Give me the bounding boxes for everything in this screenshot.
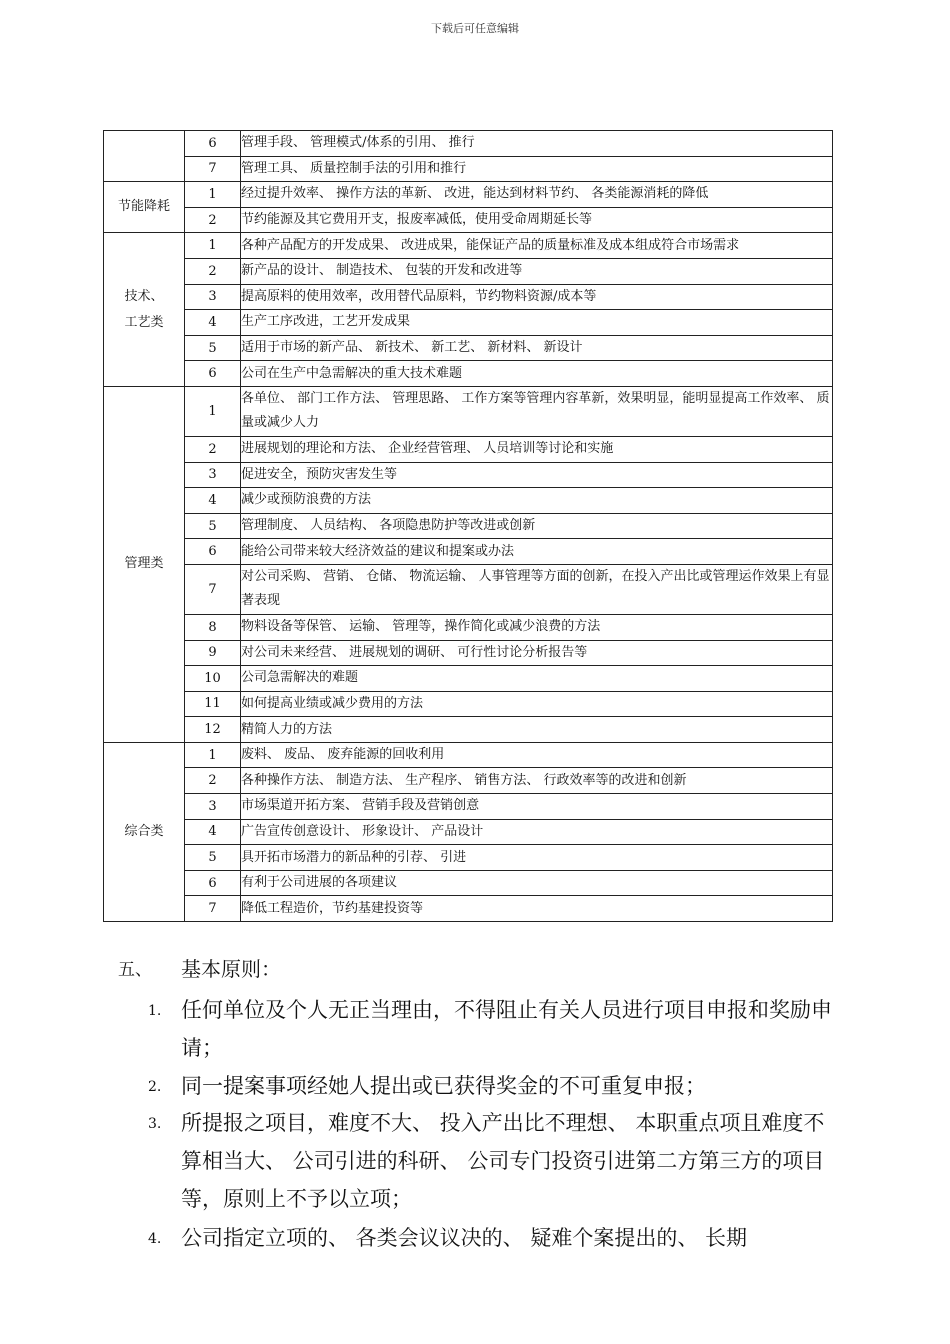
item-number-cell: 8 — [185, 614, 241, 640]
table-row — [104, 436, 833, 462]
item-number-cell: 7 — [185, 896, 241, 922]
table-row — [104, 182, 833, 208]
item-number-cell: 6 — [185, 870, 241, 896]
item-description-cell: 各种产品配方的开发成果、 改进成果，能保证产品的质量标准及成本组成符合市场需求 — [241, 233, 833, 259]
table-row — [104, 794, 833, 820]
item-number-cell: 2 — [185, 258, 241, 284]
table-row — [104, 768, 833, 794]
rule-item — [148, 991, 848, 1067]
item-description-cell: 对公司未来经营、 进展规划的调研、 可行性讨论分析报告等 — [241, 640, 833, 666]
rule-number: 2. — [148, 1079, 162, 1095]
item-number-cell: 4 — [185, 819, 241, 845]
table-row — [104, 386, 833, 436]
item-number-cell: 7 — [185, 564, 241, 614]
item-description-cell: 管理工具、 质量控制手法的引用和推行 — [241, 156, 833, 182]
rule-item — [148, 1219, 848, 1257]
item-number-cell: 1 — [185, 182, 241, 208]
item-number-cell: 2 — [185, 768, 241, 794]
item-number-cell: 6 — [185, 539, 241, 565]
item-description-cell: 废料、 废品、 废弃能源的回收利用 — [241, 742, 833, 768]
item-description-cell: 有利于公司进展的各项建议 — [241, 870, 833, 896]
table-row — [104, 845, 833, 871]
table-row — [104, 513, 833, 539]
item-number-cell: 7 — [185, 156, 241, 182]
item-description-cell: 经过提升效率、 操作方法的革新、 改进，能达到材料节约、 各类能源消耗的降低 — [241, 182, 833, 208]
table-row — [104, 310, 833, 336]
item-description-cell: 降低工程造价，节约基建投资等 — [241, 896, 833, 922]
item-number-cell: 11 — [185, 691, 241, 717]
table-row — [104, 666, 833, 692]
item-description-cell: 对公司采购、 营销、 仓储、 物流运输、 人事管理等方面的创新，在投入产出比或管理运作效果上有显著表现 — [241, 564, 833, 614]
table-row — [104, 207, 833, 233]
item-number-cell: 4 — [185, 310, 241, 336]
rule-text: 同一提案事项经她人提出或已获得奖金的不可重复申报； — [181, 1074, 706, 1098]
table-row — [104, 335, 833, 361]
item-description-cell: 管理手段、 管理模式/体系的引用、 推行 — [241, 131, 833, 157]
table-row — [104, 361, 833, 387]
item-description-cell: 精简人力的方法 — [241, 717, 833, 743]
table-row — [104, 742, 833, 768]
rule-text: 所提报之项目，难度不大、 投入产出比不理想、 本职重点项且难度不算相当大、 公司引进的科研、 公司专门投资引进第二方第三方的项目等，原则上不予以立项； — [181, 1111, 825, 1211]
table-row — [104, 539, 833, 565]
item-number-cell: 2 — [185, 207, 241, 233]
item-description-cell: 各种操作方法、 制造方法、 生产程序、 销售方法、 行政效率等的改进和创新 — [241, 768, 833, 794]
item-description-cell: 公司在生产中急需解决的重大技术难题 — [241, 361, 833, 387]
category-cell — [104, 131, 185, 182]
rule-item — [148, 1104, 848, 1218]
item-description-cell: 生产工序改进，工艺开发成果 — [241, 310, 833, 336]
item-description-cell: 管理制度、 人员结构、 各项隐患防护等改进或创新 — [241, 513, 833, 539]
table-row — [104, 488, 833, 514]
page-header: 下载后可任意编辑 — [431, 22, 519, 35]
item-number-cell: 6 — [185, 131, 241, 157]
item-number-cell: 4 — [185, 488, 241, 514]
table-row — [104, 233, 833, 259]
table-row — [104, 640, 833, 666]
item-number-cell: 3 — [185, 284, 241, 310]
table-row — [104, 717, 833, 743]
table-row — [104, 819, 833, 845]
item-number-cell: 5 — [185, 513, 241, 539]
item-number-cell: 10 — [185, 666, 241, 692]
item-description-cell: 促进安全，预防灾害发生等 — [241, 462, 833, 488]
item-description-cell: 公司急需解决的难题 — [241, 666, 833, 692]
item-number-cell: 6 — [185, 361, 241, 387]
item-description-cell: 能给公司带来较大经济效益的建议和提案或办法 — [241, 539, 833, 565]
rule-number: 4. — [148, 1231, 162, 1247]
section-number: 五、 — [118, 960, 152, 980]
item-number-cell: 5 — [185, 845, 241, 871]
item-description-cell: 提高原料的使用效率，改用替代品原料，节约物料资源/成本等 — [241, 284, 833, 310]
table-row — [104, 258, 833, 284]
rule-number: 1. — [148, 1003, 162, 1019]
table-row — [104, 564, 833, 614]
table-row — [104, 131, 833, 157]
rule-text: 任何单位及个人无正当理由，不得阻止有关人员进行项目申报和奖励申请； — [181, 998, 832, 1060]
section-title: 基本原则： — [181, 957, 281, 981]
table-row — [104, 870, 833, 896]
item-number-cell: 3 — [185, 462, 241, 488]
category-cell: 综合类 — [104, 742, 185, 921]
table-row — [104, 284, 833, 310]
table-row — [104, 691, 833, 717]
item-description-cell: 节约能源及其它费用开支，报废率减低，使用受命周期延长等 — [241, 207, 833, 233]
item-number-cell: 5 — [185, 335, 241, 361]
item-description-cell: 广告宣传创意设计、 形象设计、 产品设计 — [241, 819, 833, 845]
table-row — [104, 156, 833, 182]
table-row — [104, 614, 833, 640]
project-category-table — [103, 130, 833, 922]
item-number-cell: 9 — [185, 640, 241, 666]
item-description-cell: 物料设备等保管、 运输、 管理等，操作简化或减少浪费的方法 — [241, 614, 833, 640]
item-number-cell: 1 — [185, 233, 241, 259]
item-description-cell: 进展规划的理论和方法、 企业经营管理、 人员培训等讨论和实施 — [241, 436, 833, 462]
item-number-cell: 12 — [185, 717, 241, 743]
item-number-cell: 3 — [185, 794, 241, 820]
item-number-cell: 1 — [185, 742, 241, 768]
category-cell: 技术、 工艺类 — [104, 233, 185, 387]
table-row — [104, 896, 833, 922]
table-row — [104, 462, 833, 488]
rule-text: 公司指定立项的、 各类会议议决的、 疑难个案提出的、 长期 — [181, 1226, 748, 1250]
category-cell: 节能降耗 — [104, 182, 185, 233]
item-description-cell: 市场渠道开拓方案、 营销手段及营销创意 — [241, 794, 833, 820]
item-number-cell: 2 — [185, 436, 241, 462]
item-description-cell: 各单位、 部门工作方法、 管理思路、 工作方案等管理内容革新，效果明显，能明显提高工作效率、 质量或减少人力 — [241, 386, 833, 436]
item-description-cell: 适用于市场的新产品、 新技术、 新工艺、 新材料、 新设计 — [241, 335, 833, 361]
item-number-cell: 1 — [185, 386, 241, 436]
item-description-cell: 具开拓市场潜力的新品种的引荐、 引进 — [241, 845, 833, 871]
item-description-cell: 新产品的设计、 制造技术、 包装的开发和改进等 — [241, 258, 833, 284]
rule-number: 3. — [148, 1116, 162, 1132]
rule-item — [148, 1067, 848, 1105]
category-cell: 管理类 — [104, 386, 185, 742]
item-description-cell: 减少或预防浪费的方法 — [241, 488, 833, 514]
item-description-cell: 如何提高业绩或减少费用的方法 — [241, 691, 833, 717]
